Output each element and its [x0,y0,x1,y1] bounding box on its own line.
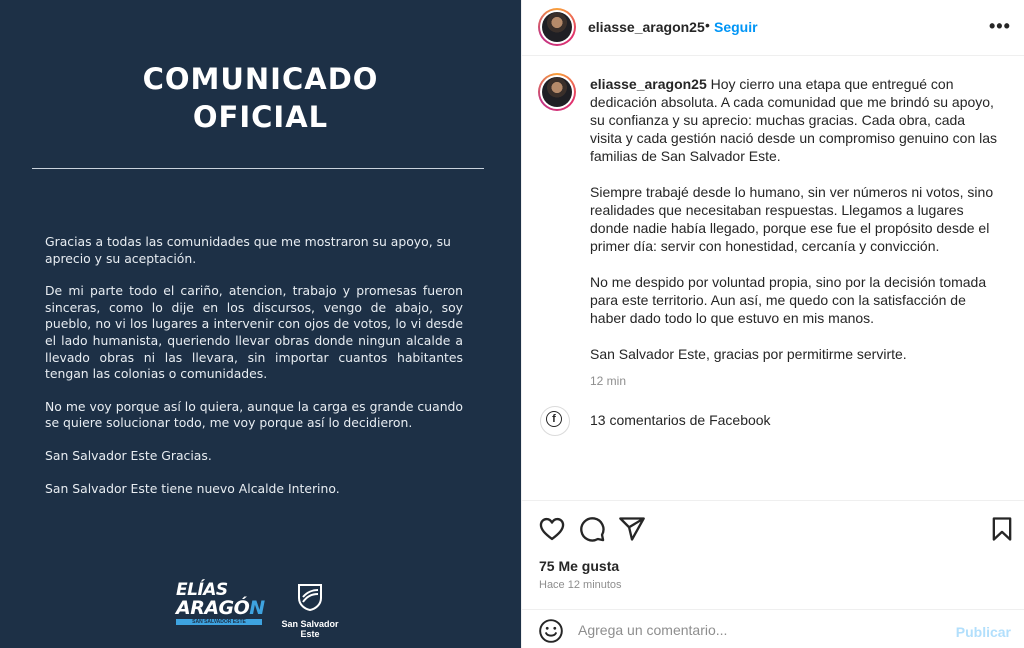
logo-text-line-2 [176,599,268,618]
image-title-line-2: OFICIAL [192,100,329,134]
caption-paragraph-text: Hoy cierro una etapa que entregué con dedicación absoluta. A cada comunidad que me brindó su apoyo, su confianza y su aprecio: muchas gracias. Cada obra, cada visita y cada gestión nació desde un compromiso genuino con las familias de San Salvador Este. [590,76,998,164]
share-icon[interactable] [618,515,646,543]
caption-time[interactable]: 12 min [590,374,627,388]
publish-button[interactable]: Publicar [955,624,1011,640]
follow-button[interactable]: Seguir [714,19,758,35]
caption-text [590,75,1000,381]
san-salvador-este-text [275,619,345,639]
bookmark-icon[interactable] [988,515,1016,543]
image-title-line-1: COMUNICADO [142,62,379,96]
caption-paragraph: No me despido por voluntad propia, sino por la decisión tomada para este territorio. Aun así, me quedo con la satisfacción de haber dado todo lo que estuvo en mis manos. [590,274,987,326]
facebook-icon: f [546,411,562,427]
image-paragraph: San Salvador Este Gracias. [45,447,212,463]
image-paragraph: San Salvador Este tiene nuevo Alcalde Interino. [45,480,340,496]
caption-username[interactable]: eliasse_aragon25 [590,76,707,92]
avatar[interactable] [538,8,576,46]
comment-bar [522,609,1024,648]
comment-icon[interactable] [578,515,606,543]
emoji-icon[interactable] [538,618,564,644]
image-body [45,234,463,513]
facebook-comments-label[interactable]: 13 comentarios de Facebook [590,412,771,428]
image-divider [32,168,484,169]
image-paragraph: Gracias a todas las comunidades que me mostraron su apoyo, su aprecio y su aceptación. [45,234,451,266]
facebook-comments-row[interactable] [538,404,838,436]
comment-input[interactable] [578,619,938,641]
logo-bar: SAN SALVADOR ESTE [176,619,262,625]
logo-right-line-1: San Salvador [281,619,339,629]
heart-icon[interactable] [538,515,566,543]
image-paragraph: De mi parte todo el cariño, atencion, trabajo y promesas fueron sinceras, como lo dije en los discursos, vengo de abajo, soy pueblo, no vi los lugares a intervenir con ojos de votos, lo vi desde el lado humanista, queriendo llevar obras donde ningun alcalde a llevado obras ni las llevara, sin importar cuantos habitantes tengan las colonias o comunidades. [45,283,463,382]
shield-icon [295,582,325,612]
image-logos [170,580,370,639]
post-panel [521,0,1024,648]
more-horizontal-icon[interactable]: ••• [989,16,1011,36]
image-paragraph: No me voy porque así lo quiera, aunque la carga es grande cuando se quiere solucionar todo, me voy porque así lo decidieron. [45,398,463,431]
image-title [0,60,521,136]
post-header [522,0,1024,56]
header-separator: • [705,17,710,33]
caption-paragraph: San Salvador Este, gracias por permitirme servirte. [590,346,907,362]
post-time-ago: Hace 12 minutos [539,579,622,591]
logo-text-main: ARAGÓ [176,597,250,619]
logo-right-line-2: Este [300,629,320,639]
elias-aragon-logo [176,582,268,634]
caption [522,57,1024,500]
header-username[interactable]: eliasse_aragon25 [588,19,705,35]
likes-count[interactable]: 75 Me gusta [539,558,620,574]
caption-paragraph [590,75,1000,165]
caption-paragraph: Siempre trabajé desde lo humano, sin ver números ni votos, sino realidades que necesitaban respuestas. Llegamos a lugares donde nadie había llegado, porque ese fue el propósito desde el primer día: servir con honestidad, cercanía y convicción. [590,184,994,254]
logo-text-line-1: ELÍAS [176,580,228,600]
san-salvador-este-logo [275,582,345,639]
actions-bar [522,500,1024,610]
logo-text-accent: N [249,597,265,619]
avatar[interactable] [538,73,576,111]
